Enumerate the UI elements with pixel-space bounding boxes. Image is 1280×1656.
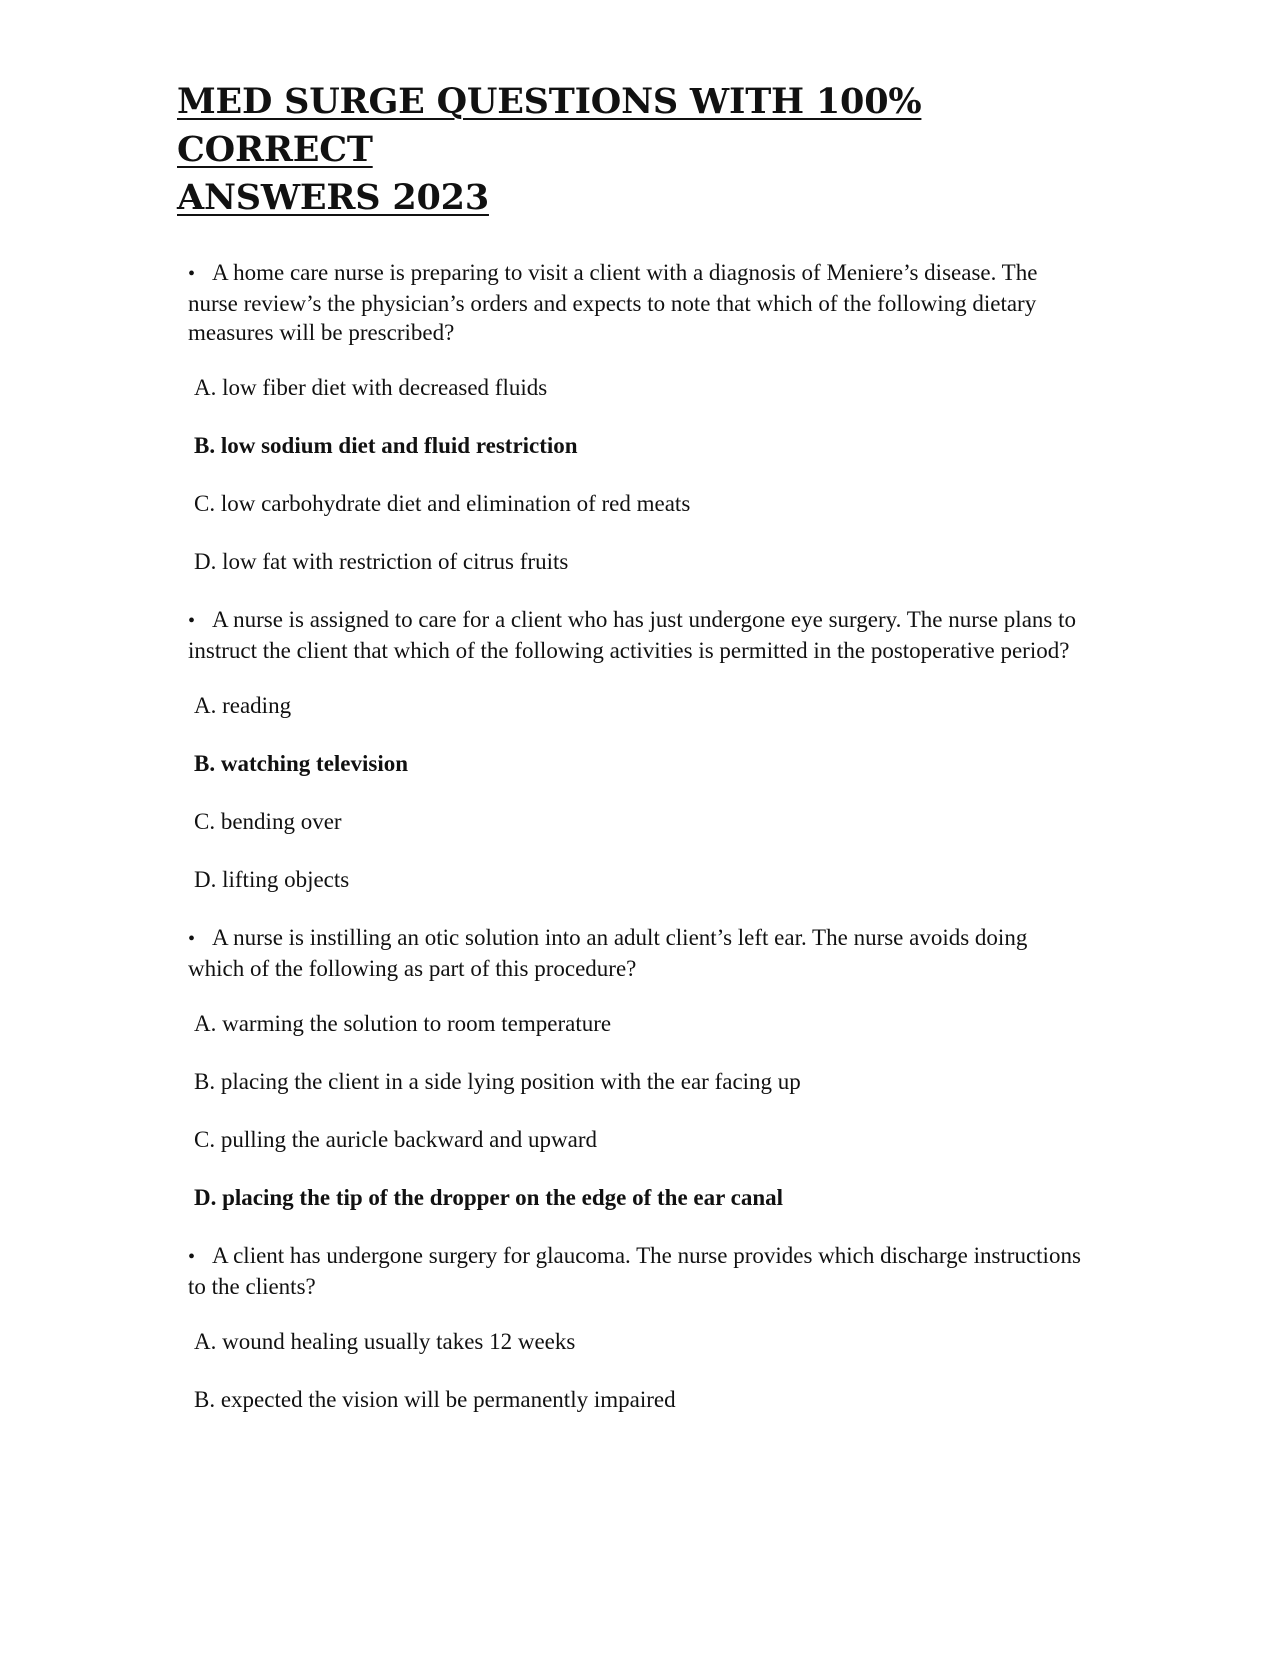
answer-option-correct: B. low sodium diet and fluid restriction	[194, 433, 578, 458]
question-block	[188, 605, 1088, 894]
question-block	[188, 1241, 1088, 1414]
answer-option-correct: D. placing the tip of the dropper on the edge of the ear canal	[194, 1185, 784, 1210]
question-text: • A home care nurse is preparing to visit a client with a diagnosis of Meniere’s disease. The nurse review’s the physician’s orders and expects to note that which of the following dietary measures will be prescribed?	[188, 260, 1038, 345]
bullet-icon: •	[188, 928, 196, 950]
bullet-icon: •	[188, 610, 196, 632]
answer-option: C. pulling the auricle backward and upward	[194, 1127, 598, 1152]
question-block	[188, 923, 1088, 1212]
bullet-icon: •	[188, 1246, 196, 1268]
answer-option: A. reading	[194, 693, 292, 718]
question-text: • A nurse is instilling an otic solution into an adult client’s left ear. The nurse avoids doing which of the following as part of this procedure?	[188, 925, 1028, 981]
answer-option: A. low fiber diet with decreased fluids	[194, 375, 548, 400]
bullet-icon: •	[188, 263, 196, 285]
question-text: • A nurse is assigned to care for a client who has just undergone eye surgery. The nurse plans to instruct the client that which of the following activities is permitted in the postoperative period?	[188, 607, 1076, 663]
question-text: • A client has undergone surgery for glaucoma. The nurse provides which discharge instructions to the clients?	[188, 1243, 1081, 1299]
answer-option: A. wound healing usually takes 12 weeks	[194, 1329, 576, 1354]
answer-option: D. low fat with restriction of citrus fruits	[194, 549, 569, 574]
answer-option: C. bending over	[194, 809, 342, 834]
answer-option-correct: B. watching television	[194, 751, 409, 776]
question-block	[188, 258, 1088, 576]
title-line-2: ANSWERS 2023	[177, 177, 489, 218]
answer-option: A. warming the solution to room temperature	[194, 1011, 612, 1036]
document-title	[177, 78, 1097, 222]
answer-option: B. expected the vision will be permanently impaired	[194, 1387, 676, 1412]
title-line-1: MED SURGE QUESTIONS WITH 100% CORRECT	[177, 81, 922, 170]
answer-option: C. low carbohydrate diet and elimination of red meats	[194, 491, 691, 516]
answer-option: D. lifting objects	[194, 867, 350, 892]
answer-option: B. placing the client in a side lying position with the ear facing up	[194, 1069, 801, 1094]
question-list	[188, 258, 1088, 1443]
